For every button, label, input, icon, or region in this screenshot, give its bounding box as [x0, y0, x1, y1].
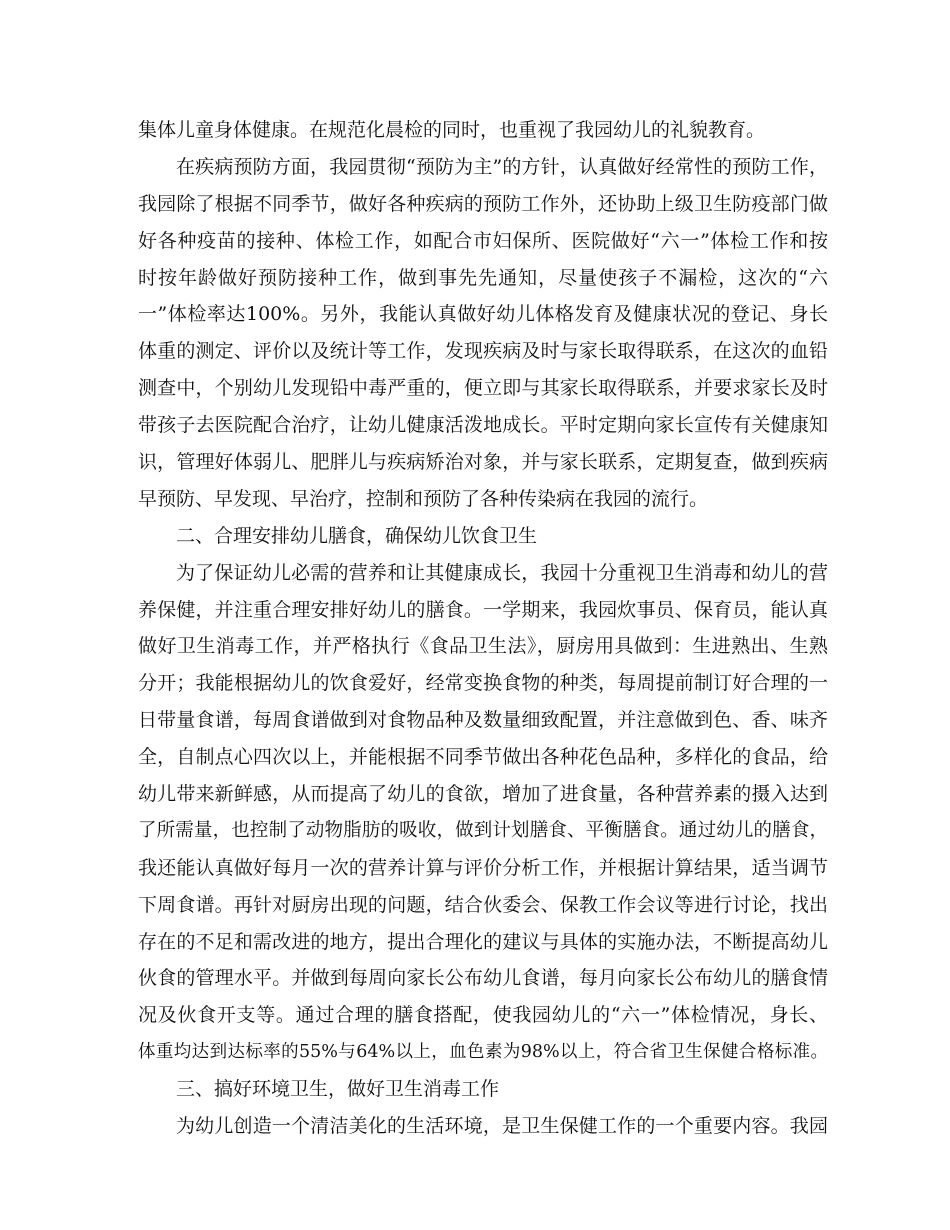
text-line: 伙食的管理水平。并做到每周向家长公布幼儿食谱，每月向家长公布幼儿的膳食情	[138, 967, 828, 990]
text-line: 为幼儿创造一个清洁美化的生活环境，是卫生保健工作的一个重要内容。我园	[176, 1115, 828, 1138]
text-line: 做好卫生消毒工作，并严格执行《食品卫生法》，厨房用具做到：生进熟出、生熟	[138, 635, 828, 658]
text-line: 体重的测定、评价以及统计等工作，发现疾病及时与家长取得联系，在这次的血铅	[138, 340, 828, 363]
text-line: 好各种疫苗的接种、体检工作，如配合市妇保所、医院做好“六一”体检工作和按	[138, 229, 828, 252]
text-line: 为了保证幼儿必需的营养和让其健康成长，我园十分重视卫生消毒和幼儿的营	[176, 561, 828, 584]
text-line: 早预防、早发现、早治疗，控制和预防了各种传染病在我园的流行。	[138, 487, 709, 510]
text-line: 我还能认真做好每月一次的营养计算与评价分析工作，并根据计算结果，适当调节	[138, 856, 828, 879]
text-line: 一”体检率达100%。另外，我能认真做好幼儿体格发育及健康状况的登记、身长	[138, 303, 828, 326]
text-line: 养保健，并注重合理安排好幼儿的膳食。一学期来，我园炊事员、保育员，能认真	[138, 598, 828, 621]
text-line: 况及伙食开支等。通过合理的膳食搭配，使我园幼儿的“六一”体检情况，身长、	[138, 1004, 828, 1027]
text-line: 下周食谱。再针对厨房出现的问题，结合伙委会、保教工作会议等进行讨论，找出	[138, 893, 828, 916]
text-line: 带孩子去医院配合治疗，让幼儿健康活泼地成长。平时定期向家长宣传有关健康知	[138, 414, 828, 437]
text-line: 集体儿童身体健康。在规范化晨检的同时，也重视了我园幼儿的礼貌教育。	[138, 119, 766, 141]
text-line: 全，自制点心四次以上，并能根据不同季节做出各种花色品种，多样化的食品，给	[138, 746, 828, 769]
text-line: 分开；我能根据幼儿的饮食爱好，经常变换食物的种类，每周提前制订好合理的一	[138, 672, 828, 695]
text-line: 三、搞好环境卫生，做好卫生消毒工作	[176, 1078, 500, 1101]
text-line: 我园除了根据不同季节，做好各种疾病的预防工作外，还协助上级卫生防疫部门做	[138, 192, 828, 215]
text-line: 日带量食谱，每周食谱做到对食物品种及数量细致配置，并注意做到色、香、味齐	[138, 709, 828, 732]
text-line: 体重均达到达标率的55%与64%以上，血色素为98%以上，符合省卫生保健合格标准。	[138, 1042, 828, 1063]
text-line: 在疾病预防方面，我园贯彻“预防为主”的方针，认真做好经常性的预防工作，	[176, 155, 828, 178]
text-line: 识，管理好体弱儿、肥胖儿与疾病矫治对象，并与家长联系，定期复查，做到疾病	[138, 451, 828, 474]
text-line: 幼儿带来新鲜感，从而提高了幼儿的食欲，增加了进食量，各种营养素的摄入达到	[138, 783, 828, 806]
text-line: 时按年龄做好预防接种工作，做到事先先通知，尽量使孩子不漏检，这次的“六	[138, 266, 828, 289]
text-line: 二、合理安排幼儿膳食，确保幼儿饮食卫生	[176, 524, 538, 547]
document-body	[138, 112, 828, 1145]
text-line: 测查中，个别幼儿发现铅中毒严重的，便立即与其家长取得联系，并要求家长及时	[138, 377, 828, 400]
text-line: 存在的不足和需改进的地方，提出合理化的建议与具体的实施办法，不断提高幼儿	[138, 930, 828, 953]
text-line: 了所需量，也控制了动物脂肪的吸收，做到计划膳食、平衡膳食。通过幼儿的膳食，	[138, 819, 828, 841]
